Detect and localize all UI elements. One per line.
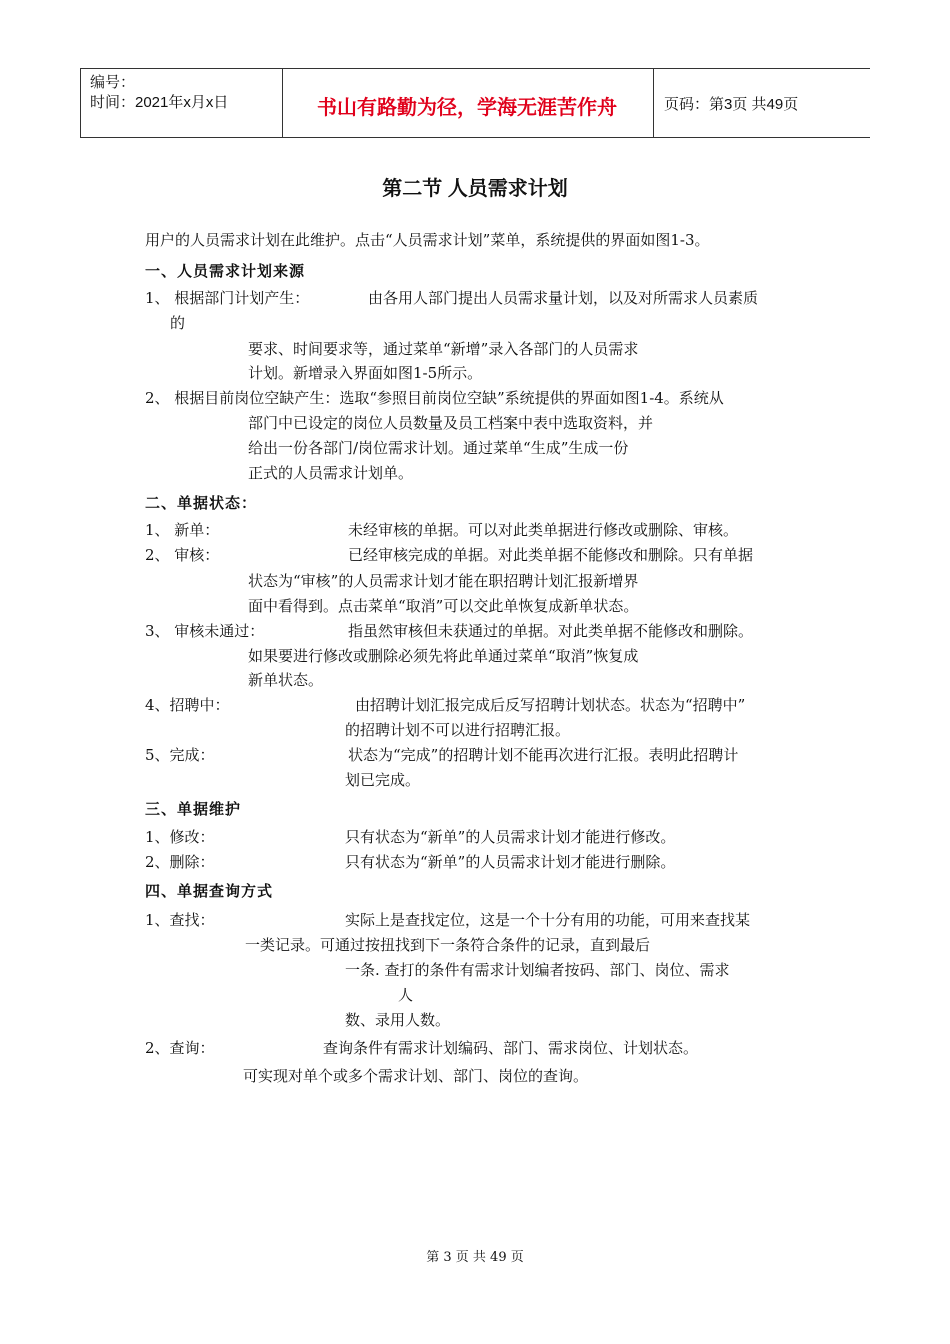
s4-item2-label: 2、查询：	[145, 1039, 215, 1057]
s1-item2-line1: 2、 根据目前岗位空缺产生：选取“参照目前岗位空缺”系统提供的界面如图1-4。系统从	[145, 389, 724, 407]
s4-item1-line3: 一条. 查打的条件有需求计划编者按码、部门、岗位、需求	[345, 961, 730, 979]
header-number: 编号：	[90, 74, 136, 91]
s2-item2-label: 2、 审核：	[145, 546, 220, 564]
s4-item1-line5: 数、录用人数。	[345, 1011, 451, 1029]
s3-item1-line1: 只有状态为“新单”的人员需求计划才能进行修改。	[345, 828, 676, 846]
s1-item1-label: 1、 根据部门计划产生：	[145, 289, 310, 307]
header-divider-2	[653, 69, 654, 137]
s1-item1-line3: 要求、时间要求等，通过菜单“新增”录入各部门的人员需求	[248, 340, 639, 358]
header-table	[80, 68, 870, 138]
section-3-heading: 三、单据维护	[145, 801, 242, 818]
s2-item4-line2: 的招聘计划不可以进行招聘汇报。	[345, 721, 571, 739]
s2-item3-line1: 指虽然审核但未获通过的单据。对此类单据不能修改和删除。	[348, 622, 754, 640]
s1-item1-line4: 计划。新增录入界面如图1-5所示。	[248, 364, 483, 382]
s2-item3-line2: 如果要进行修改或删除必须先将此单通过菜单“取消”恢复成	[248, 647, 639, 665]
s4-item1-line2: 一类记录。可通过按扭找到下一条符合条件的记录，直到最后	[245, 936, 651, 954]
s1-item2-line3: 给出一份各部门/岗位需求计划。通过菜单“生成”生成一份	[248, 439, 629, 457]
s4-item2-line2: 可实现对单个或多个需求计划、部门、岗位的查询。	[243, 1067, 589, 1085]
s2-item3-line3: 新单状态。	[248, 671, 324, 689]
intro-text: 用户的人员需求计划在此维护。点击“人员需求计划”菜单，系统提供的界面如图1-3。	[145, 231, 710, 249]
s1-item2-line4: 正式的人员需求计划单。	[248, 464, 414, 482]
s2-item3-label: 3、 审核未通过：	[145, 622, 265, 640]
s2-item2-line1: 已经审核完成的单据。对此类单据不能修改和删除。只有单据	[348, 546, 754, 564]
s2-item2-line3: 面中看得到。点击菜单“取消”可以交此单恢复成新单状态。	[248, 597, 639, 615]
s2-item1-line1: 未经审核的单据。可以对此类单据进行修改或删除、审核。	[348, 521, 739, 539]
s1-item1-line2: 的	[170, 314, 186, 332]
page-footer: 第 3 页 共 49 页	[426, 1250, 524, 1265]
s4-item1-line1: 实际上是查找定位，这是一个十分有用的功能，可用来查找某	[345, 911, 751, 929]
s4-item1-line4: 人	[398, 986, 414, 1004]
section-1-heading: 一、人员需求计划来源	[145, 263, 306, 280]
s2-item5-line2: 划已完成。	[345, 771, 421, 789]
page-title: 第二节 人员需求计划	[382, 178, 568, 200]
s4-item1-label: 1、查找：	[145, 911, 215, 929]
s2-item1-label: 1、 新单：	[145, 521, 220, 539]
s2-item2-line2: 状态为“审核”的人员需求计划才能在职招聘计划汇报新增界	[248, 572, 639, 590]
header-page-info: 页码：第3页 共49页	[664, 96, 799, 113]
header-time: 时间：2021年x月x日	[90, 94, 229, 111]
s2-item4-label: 4、招聘中：	[145, 696, 230, 714]
s2-item4-line1: 由招聘计划汇报完成后反写招聘计划状态。状态为“招聘中”	[355, 696, 746, 714]
header-left-border	[80, 69, 81, 137]
s3-item2-label: 2、删除：	[145, 853, 215, 871]
s3-item1-label: 1、修改：	[145, 828, 215, 846]
header-motto: 书山有路勤为径，学海无涯苦作舟	[317, 97, 617, 119]
s1-item2-line2: 部门中已设定的岗位人员数量及员工档案中表中选取资料，并	[248, 414, 654, 432]
s1-item1-line1: 由各用人部门提出人员需求量计划，以及对所需求人员素质	[368, 289, 759, 307]
s4-item2-line1: 查询条件有需求计划编码、部门、需求岗位、计划状态。	[323, 1039, 699, 1057]
header-meta	[90, 73, 228, 113]
s2-item5-line1: 状态为“完成”的招聘计划不能再次进行汇报。表明此招聘计	[348, 746, 739, 764]
s3-item2-line1: 只有状态为“新单”的人员需求计划才能进行删除。	[345, 853, 676, 871]
s2-item5-label: 5、完成：	[145, 746, 215, 764]
section-2-heading: 二、单据状态：	[145, 495, 258, 512]
section-4-heading: 四、单据查询方式	[145, 883, 274, 900]
